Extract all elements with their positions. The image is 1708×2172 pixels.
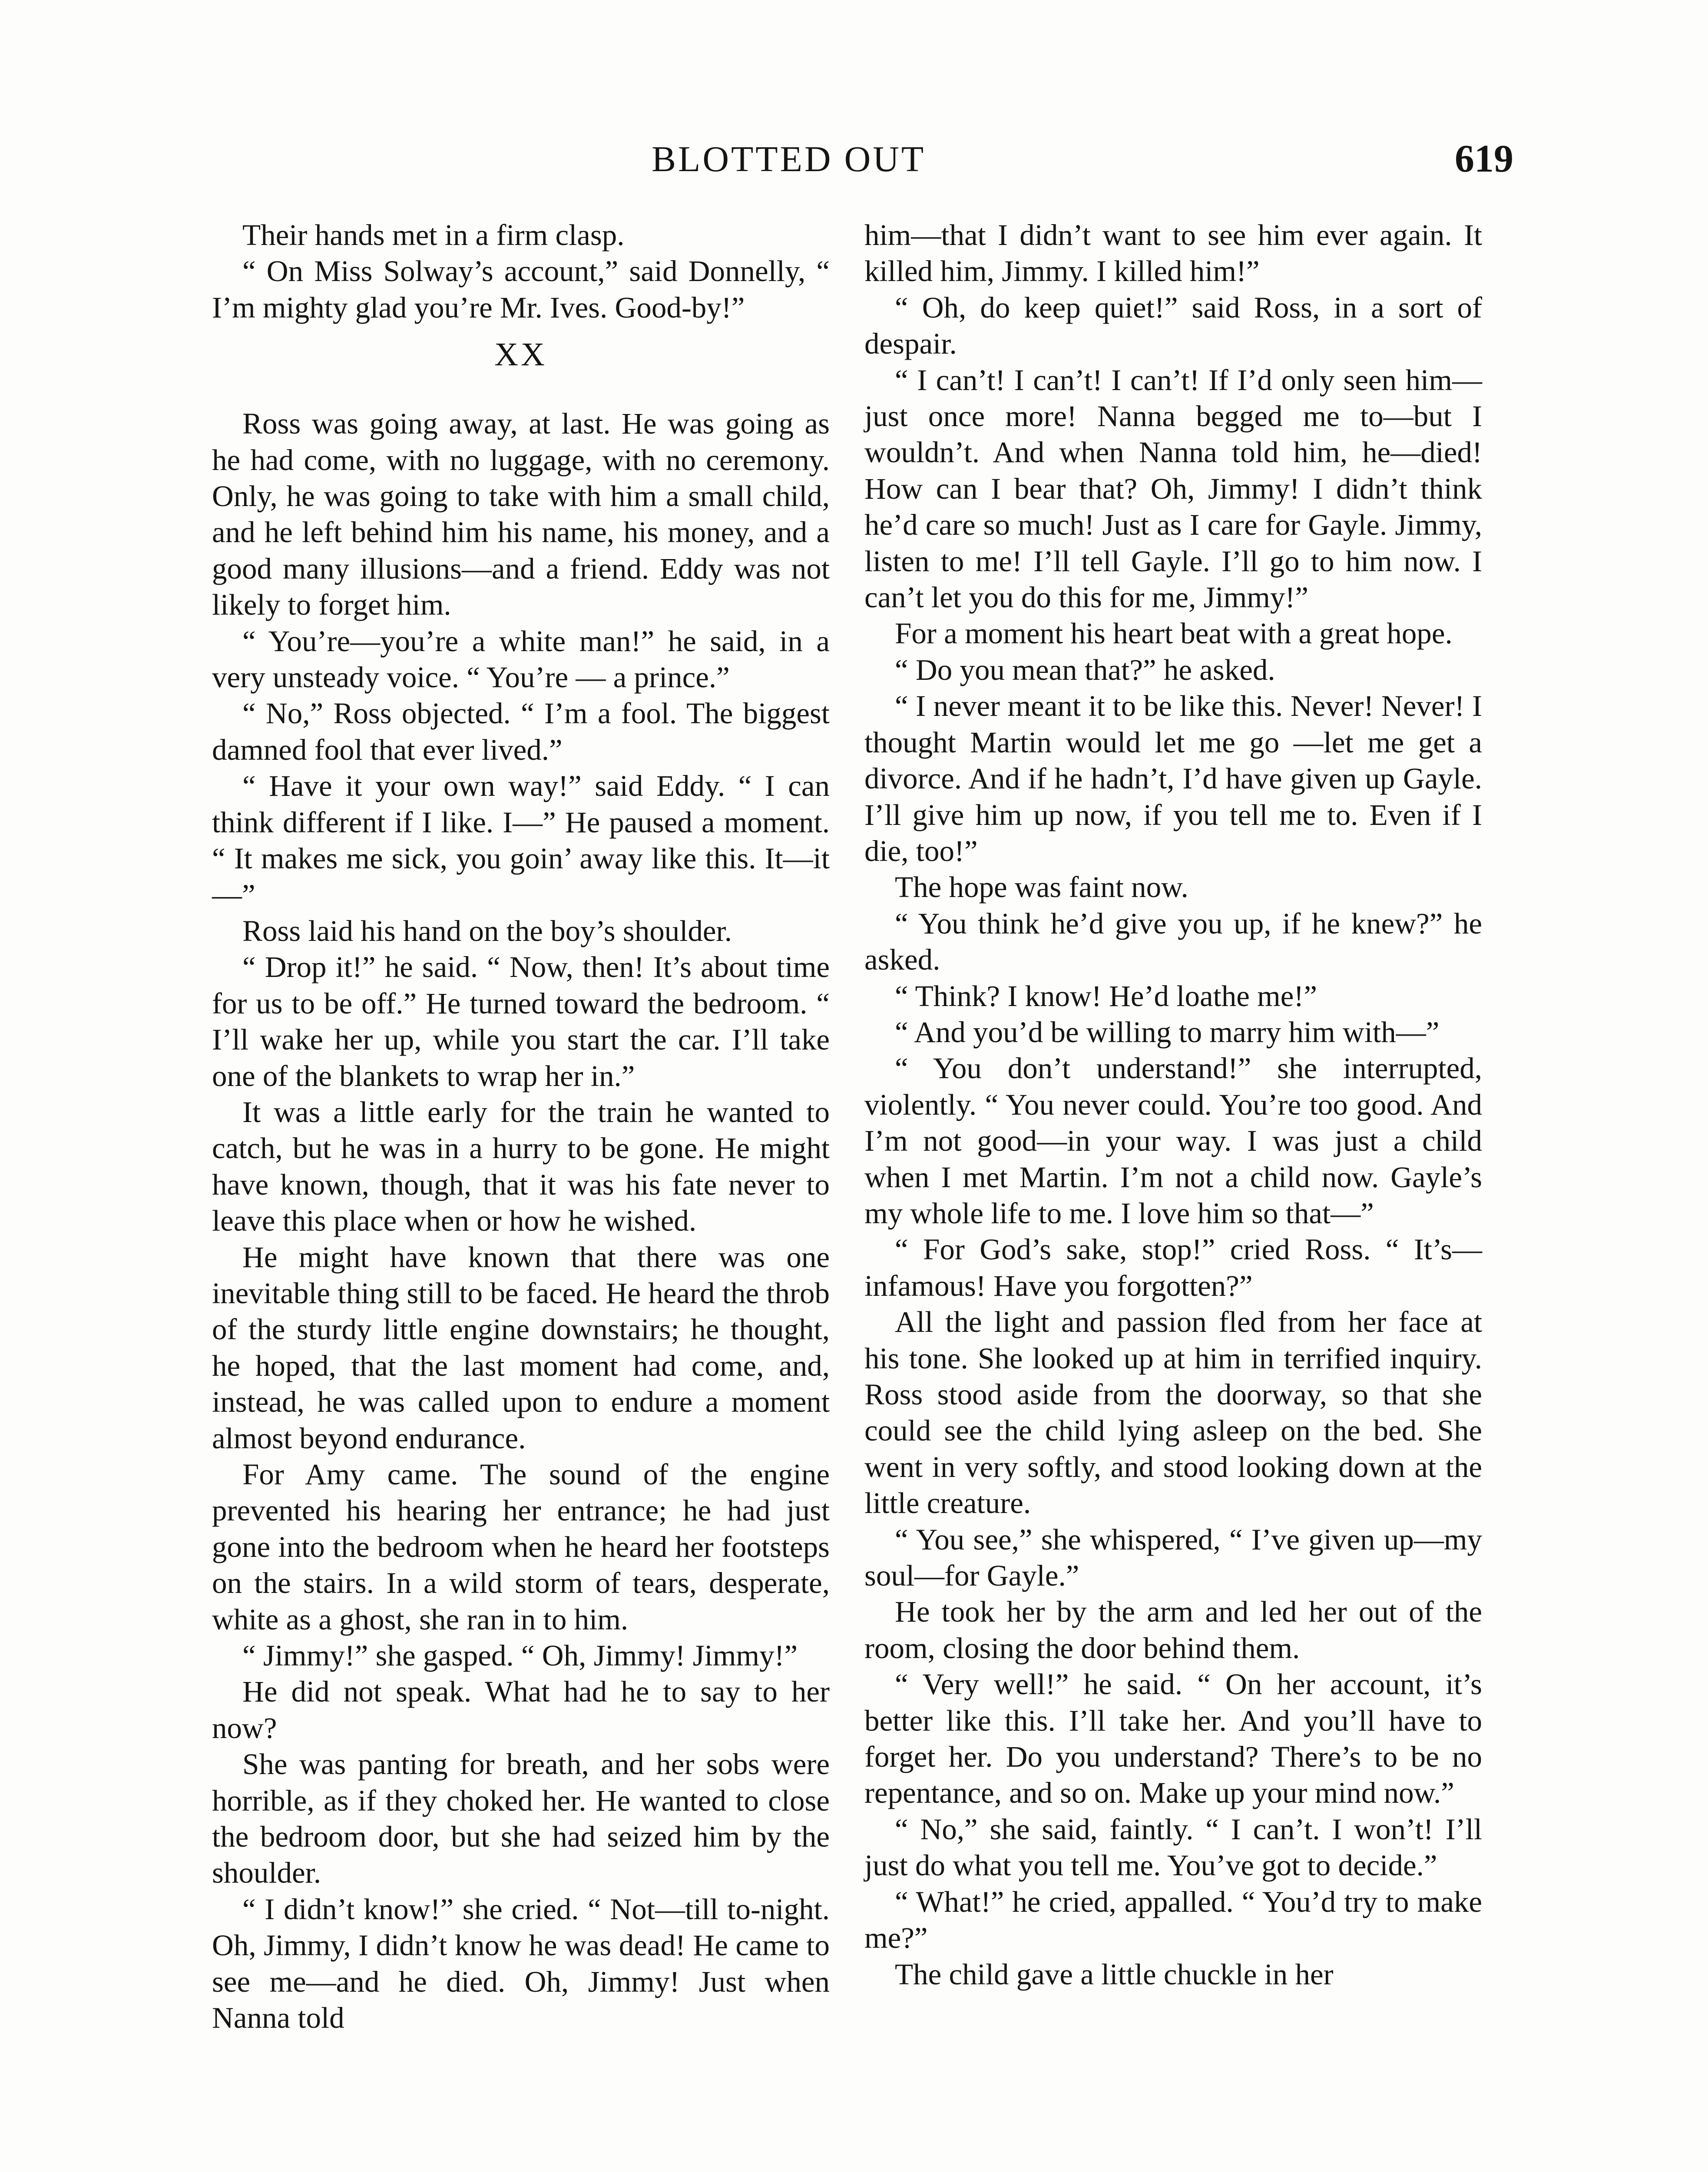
- paragraph: “ Oh, do keep quiet!” said Ross, in a sort of despair.: [864, 291, 1482, 361]
- paragraph: All the light and passion fled from her face at his tone. She looked up at him in terrified inquiry. Ross stood aside from the doorway, so that she could see the child lying asleep on the bed. She went in very softly, and stood looking down at the little creature.: [864, 1305, 1482, 1520]
- paragraph: Ross was going away, at last. He was going as he had come, with no luggage, with no ceremony. Only, he was going to take with him a small child, and he left behind him his name, his money, and a good many illusions—and a friend. Eddy was not likely to forget him.: [212, 407, 830, 622]
- paragraph: “ Very well!” he said. “ On her account, it’s better like this. I’ll take her. And you’ll have to forget her. Do you understand? There’s to be no repentance, and so on. Make up your mind now.”: [864, 1668, 1482, 1810]
- paragraph: “ You see,” she whispered, “ I’ve given up—my soul—for Gayle.”: [864, 1523, 1482, 1593]
- paragraph: “ Have it your own way!” said Eddy. “ I can think different if I like. I—” He paused a moment. “ It makes me sick, you goin’ away like this. It—it—”: [212, 769, 830, 911]
- paragraph: The hope was faint now.: [895, 871, 1188, 904]
- paragraph: “ Think? I know! He’d loathe me!”: [895, 979, 1317, 1013]
- paragraph: “ Drop it!” he said. “ Now, then! It’s about time for us to be off.” He turned toward the bedroom. “ I’ll wake her up, while you start the car. I’ll take one of the blankets to wrap her in.”: [212, 950, 830, 1093]
- paragraph: “ Jimmy!” she gasped. “ Oh, Jimmy! Jimmy!”: [242, 1639, 798, 1672]
- left-column: [212, 217, 830, 2036]
- paragraph: “ You’re—you’re a white man!” he said, in a very unsteady voice. “ You’re — a prince.”: [212, 624, 830, 694]
- paragraph: “ You think he’d give you up, if he knew?” he asked.: [864, 907, 1482, 977]
- paragraph: “ And you’d be willing to marry him with—”: [895, 1015, 1440, 1049]
- paragraph: “ I never meant it to be like this. Never! Never! I thought Martin would let me go —let me get a divorce. And if he hadn’t, I’d have given up Gayle. I’ll give him up now, if you tell me to. Even if I die, too!”: [864, 689, 1482, 867]
- paragraph: For Amy came. The sound of the engine prevented his hearing her entrance; he had just gone into the bedroom when he heard her footsteps on the stairs. In a wild storm of tears, desperate, white as a ghost, she ran in to him.: [212, 1458, 830, 1636]
- paragraph: “ I didn’t know!” she cried. “ Not—till to-night. Oh, Jimmy, I didn’t know he was dead! He came to see me—and he died. Oh, Jimmy! Just when Nanna told: [212, 1892, 830, 2035]
- right-column: [864, 217, 1482, 1993]
- paragraph: He did not speak. What had he to say to her now?: [212, 1675, 830, 1745]
- running-title: BLOTTED OUT: [652, 139, 926, 179]
- paragraph: “ On Miss Solway’s account,” said Donnelly, “ I’m mighty glad you’re Mr. Ives. Good-by!”: [212, 255, 830, 324]
- paragraph: It was a little early for the train he wanted to catch, but he was in a hurry to be gone. He might have known, though, that it was his fate never to leave this place when or how he wished.: [212, 1095, 830, 1238]
- paragraph: “ You don’t understand!” she interrupted, violently. “ You never could. You’re too good. And I’m not good—in your way. I was just a child when I met Martin. I’m not a child now. Gayle’s my whole life to me. I love him so that—”: [864, 1052, 1482, 1230]
- chapter-heading: XX: [494, 336, 547, 373]
- paragraph: “ No,” she said, faintly. “ I can’t. I won’t! I’ll just do what you tell me. You’ve got to decide.”: [864, 1812, 1482, 1882]
- paragraph: “ I can’t! I can’t! I can’t! If I’d only seen him—just once more! Nanna begged me to—but I wouldn’t. And when Nanna told him, he—died! How can I bear that? Oh, Jimmy! I didn’t think he’d care so much! Just as I care for Gayle. Jimmy, listen to me! I’ll tell Gayle. I’ll go to him now. I can’t let you do this for me, Jimmy!”: [864, 363, 1482, 614]
- paragraph: For a moment his heart beat with a great hope.: [895, 617, 1453, 650]
- paragraph: He took her by the arm and led her out of the room, closing the door behind them.: [864, 1595, 1482, 1665]
- paragraph: “ No,” Ross objected. “ I’m a fool. The biggest damned fool that ever lived.”: [212, 697, 830, 766]
- paragraph: The child gave a little chuckle in her: [895, 1957, 1334, 1991]
- paragraph: “ Do you mean that?” he asked.: [895, 653, 1275, 686]
- paragraph: “ What!” he cried, appalled. “ You’d try to make me?”: [864, 1885, 1482, 1955]
- page-number: 619: [1455, 137, 1513, 180]
- paragraph: him—that I didn’t want to see him ever again. It killed him, Jimmy. I killed him!”: [864, 219, 1482, 288]
- paragraph: Ross laid his hand on the boy’s shoulder.: [242, 914, 732, 947]
- paragraph: She was panting for breath, and her sobs were horrible, as if they choked her. He wanted to close the bedroom door, but she had seized him by the shoulder.: [212, 1748, 830, 1890]
- page-header: [0, 138, 1708, 186]
- paragraph: “ For God’s sake, stop!” cried Ross. “ It’s—infamous! Have you forgotten?”: [864, 1233, 1482, 1302]
- paragraph: He might have known that there was one inevitable thing still to be faced. He heard the throb of the sturdy little engine downstairs; he thought, he hoped, that the last moment had come, and, instead, he was called upon to endure a moment almost beyond endurance.: [212, 1240, 830, 1455]
- paragraph: Their hands met in a firm clasp.: [242, 219, 625, 252]
